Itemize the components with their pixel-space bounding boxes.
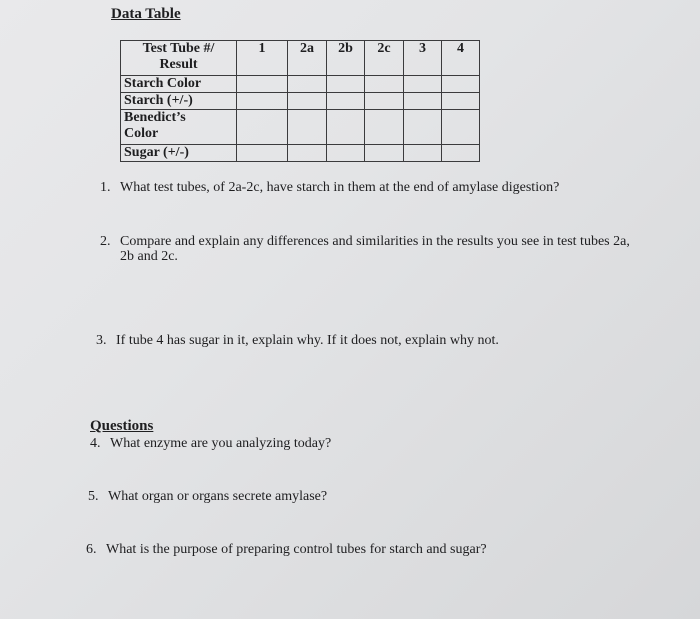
- table-row: [121, 76, 480, 93]
- row-label-starch-result: Starch (+/-): [121, 93, 237, 110]
- question-text: What organ or organs secrete amylase?: [108, 489, 328, 504]
- table-header-row: [121, 41, 480, 76]
- question-2: [100, 234, 630, 264]
- row-label-sugar-result: Sugar (+/-): [121, 145, 237, 162]
- question-text: If tube 4 has sugar in it, explain why. If it does not, explain why not.: [116, 333, 499, 348]
- table-row: [121, 110, 480, 145]
- table-cell[interactable]: [365, 145, 404, 162]
- table-cell[interactable]: [237, 93, 288, 110]
- table-cell[interactable]: [404, 93, 442, 110]
- table-cell[interactable]: [327, 76, 365, 93]
- table-cell[interactable]: [327, 145, 365, 162]
- table-cell[interactable]: [365, 76, 404, 93]
- question-text: What is the purpose of preparing control tubes for starch and sugar?: [106, 542, 487, 557]
- column-header-3: 3: [404, 41, 442, 76]
- column-header-4: 4: [442, 41, 480, 76]
- question-1: [100, 180, 559, 195]
- table-cell[interactable]: [288, 76, 327, 93]
- table-cell[interactable]: [288, 145, 327, 162]
- question-number: 2.: [100, 234, 111, 249]
- header-label-line2: Result: [159, 57, 198, 72]
- table-cell[interactable]: [365, 110, 404, 145]
- data-table: [120, 40, 480, 162]
- table-cell[interactable]: [404, 76, 442, 93]
- question-4: [90, 436, 331, 451]
- table-cell[interactable]: [442, 145, 480, 162]
- table-cell[interactable]: [327, 93, 365, 110]
- table-cell[interactable]: [288, 93, 327, 110]
- row-label-line2: Color: [124, 126, 159, 141]
- table-cell[interactable]: [237, 110, 288, 145]
- table-cell[interactable]: [288, 110, 327, 145]
- question-number: 1.: [100, 180, 111, 195]
- table-cell[interactable]: [442, 76, 480, 93]
- column-header-2c: 2c: [365, 41, 404, 76]
- question-number: 4.: [90, 436, 101, 451]
- question-3: [96, 333, 499, 348]
- table-row: [121, 93, 480, 110]
- table-cell[interactable]: [404, 110, 442, 145]
- table-cell[interactable]: [404, 145, 442, 162]
- questions-heading: Questions: [90, 418, 154, 434]
- question-6: [86, 542, 487, 557]
- table-cell[interactable]: [365, 93, 404, 110]
- question-number: 6.: [86, 542, 97, 557]
- question-5: [88, 489, 327, 504]
- table-row: [121, 145, 480, 162]
- question-text: What enzyme are you analyzing today?: [110, 436, 332, 451]
- page-title: Data Table: [111, 6, 181, 22]
- question-text: What test tubes, of 2a-2c, have starch in them at the end of amylase digestion?: [120, 180, 560, 195]
- question-number: 3.: [96, 333, 107, 348]
- row-label-starch-color: Starch Color: [121, 76, 237, 93]
- table-cell[interactable]: [442, 93, 480, 110]
- question-text-continued: 2b and 2c.: [120, 249, 178, 264]
- column-header-2a: 2a: [288, 41, 327, 76]
- question-text: Compare and explain any differences and similarities in the results you see in test tubes 2a,: [120, 234, 630, 249]
- header-label-cell: [121, 41, 237, 76]
- question-number: 5.: [88, 489, 99, 504]
- table-cell[interactable]: [237, 145, 288, 162]
- table-cell[interactable]: [442, 110, 480, 145]
- row-label-line1: Benedict’s: [124, 110, 186, 125]
- table-cell[interactable]: [327, 110, 365, 145]
- header-label-line1: Test Tube #/: [142, 41, 215, 56]
- table-cell[interactable]: [237, 76, 288, 93]
- row-label-benedicts-color: [121, 110, 237, 145]
- column-header-1: 1: [237, 41, 288, 76]
- column-header-2b: 2b: [327, 41, 365, 76]
